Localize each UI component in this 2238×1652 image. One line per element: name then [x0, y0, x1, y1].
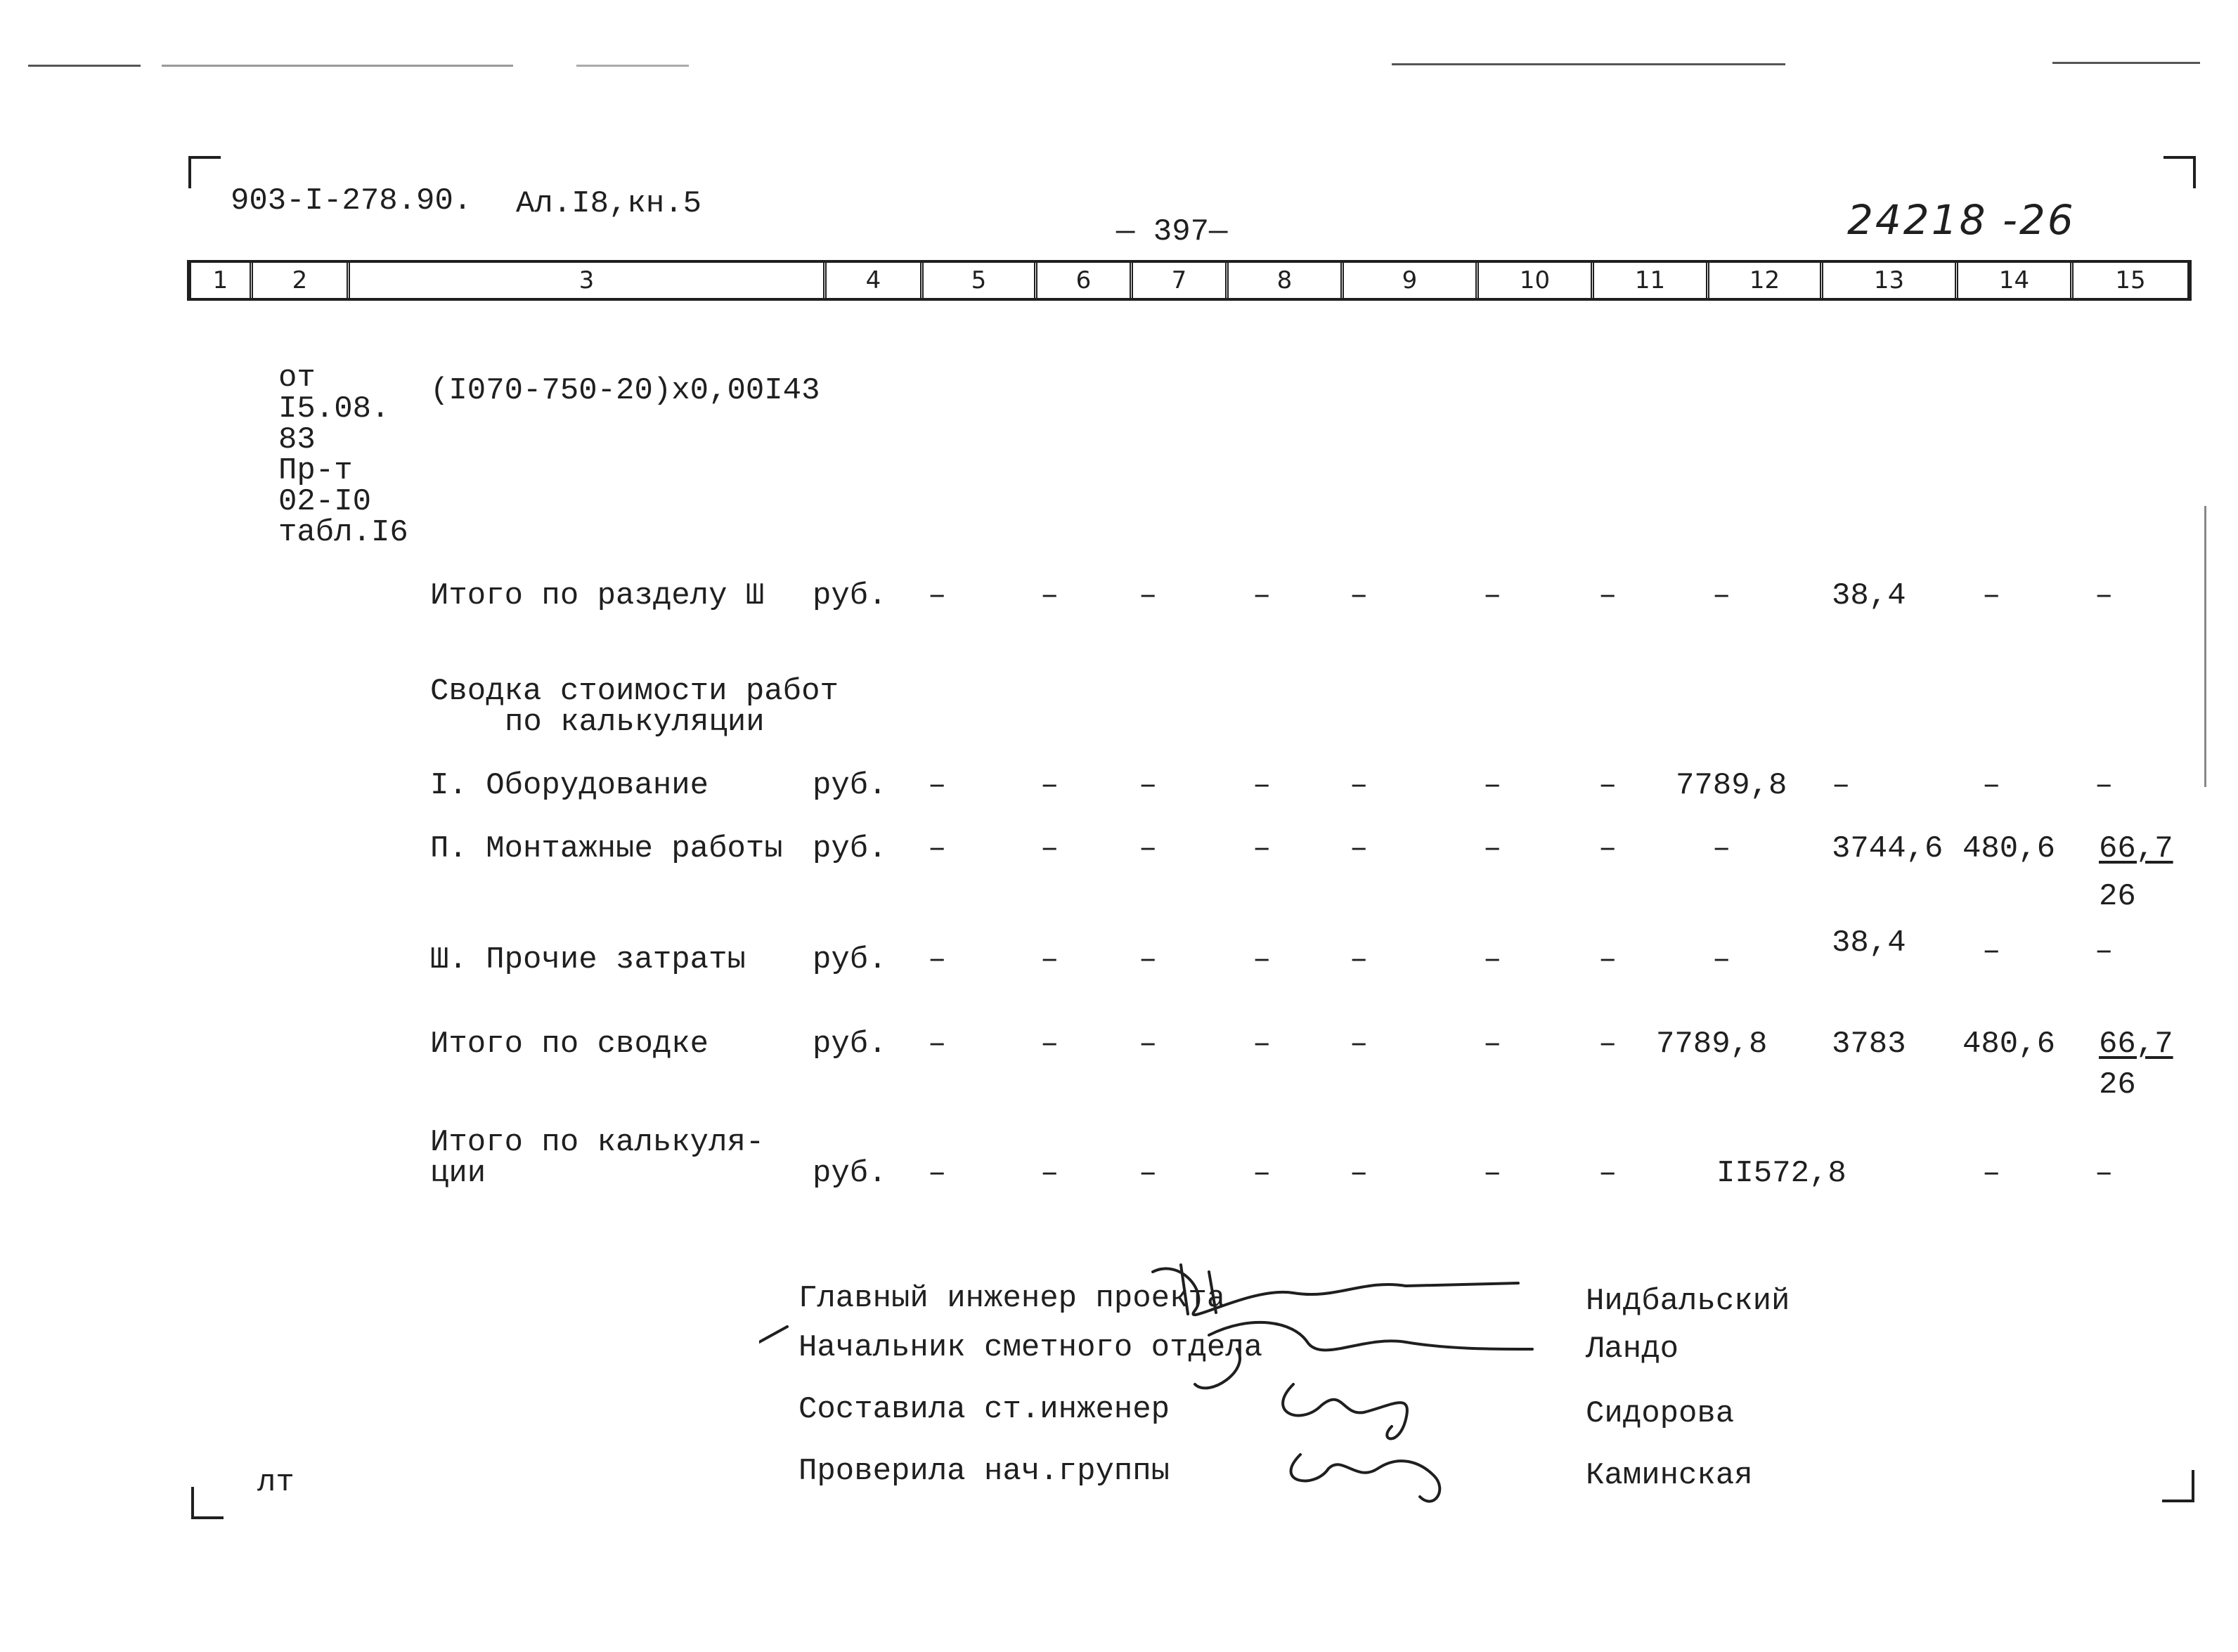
dash: –: [928, 1027, 947, 1062]
dash: –: [1350, 1027, 1369, 1062]
dash: –: [1253, 1156, 1272, 1191]
row-label-other: Ш. Прочие затраты: [430, 942, 746, 977]
signature-scribble: [1283, 1384, 1407, 1439]
dash: –: [1598, 768, 1617, 803]
dash: –: [1483, 831, 1502, 866]
handwritten-number: 24218 -26: [1847, 196, 2076, 244]
row-label-calc-total: ции: [430, 1156, 486, 1191]
dash: –: [1483, 942, 1502, 977]
dash: –: [1040, 1156, 1059, 1191]
dash: –: [1598, 578, 1617, 613]
dash: –: [2095, 934, 2114, 969]
scan-artifact: [2052, 62, 2200, 64]
dash: –: [1253, 578, 1272, 613]
scan-artifact: [576, 65, 689, 67]
column-number: 6: [1037, 263, 1133, 298]
column-number: 2: [253, 263, 350, 298]
unit: руб.: [813, 768, 887, 803]
cell-col13: 3783: [1832, 1027, 1906, 1062]
dash: –: [1139, 1156, 1158, 1191]
dash: –: [1139, 831, 1158, 866]
row-label-section-total: Итого по разделу Ш: [430, 578, 765, 613]
dash: –: [928, 942, 947, 977]
dash: –: [1253, 831, 1272, 866]
signature-scribble: [1153, 1268, 1518, 1315]
column-number: 4: [827, 263, 924, 298]
cell-col12: 7789,8: [1676, 768, 1787, 803]
cell-col13: 38,4: [1832, 578, 1906, 613]
document-code: 903-I-278.90.: [231, 183, 472, 219]
dash: –: [1040, 578, 1059, 613]
dash: –: [928, 768, 947, 803]
cell-col14: 480,6: [1962, 1027, 2056, 1062]
dash: –: [1832, 768, 1851, 803]
cell-col14: 480,6: [1962, 831, 2056, 866]
dash: –: [1350, 768, 1369, 803]
signature-role: Составила ст.инженер: [798, 1392, 1170, 1427]
dash: –: [928, 831, 947, 866]
corner-mark-top-right: [2163, 156, 2196, 188]
scan-artifact: [2204, 506, 2206, 787]
unit: руб.: [813, 942, 887, 977]
ref-note-line: I5.08.: [278, 391, 390, 427]
cell-col13: 38,4: [1832, 925, 1906, 961]
unit: руб.: [813, 578, 887, 613]
column-number: 11: [1594, 263, 1709, 298]
cell-col15: 66,7: [2099, 1027, 2173, 1062]
signature-name: Ландо: [1586, 1332, 1679, 1367]
signature-scribble: [759, 1327, 787, 1342]
dash: –: [1139, 768, 1158, 803]
signature-name: Каминская: [1586, 1458, 1753, 1493]
unit: руб.: [813, 1027, 887, 1062]
handwritten-signatures: [759, 1244, 1603, 1511]
dash: –: [1712, 831, 1731, 866]
cell-col15: 66,7: [2099, 831, 2173, 866]
dash: –: [1040, 831, 1059, 866]
signature-role: Главный инженер проекта: [798, 1281, 1226, 1316]
cell-col12: 7789,8: [1656, 1027, 1768, 1062]
dash: –: [1253, 942, 1272, 977]
dash: –: [1598, 1156, 1617, 1191]
column-number: 3: [350, 263, 827, 298]
ref-note-line: табл.I6: [278, 515, 408, 550]
page-number: — 397—: [1116, 214, 1228, 249]
dash: –: [1253, 768, 1272, 803]
dash: –: [1982, 578, 2001, 613]
dash: –: [1982, 768, 2001, 803]
dash: –: [1139, 1027, 1158, 1062]
ref-note-line: от: [278, 360, 316, 396]
cell-col13: 3744,6: [1832, 831, 1943, 866]
column-number: 9: [1344, 263, 1479, 298]
dash: –: [1483, 1156, 1502, 1191]
dash: –: [1350, 1156, 1369, 1191]
unit: руб.: [813, 831, 887, 866]
scan-artifact: [1392, 63, 1785, 65]
dash: –: [2095, 578, 2114, 613]
dash: –: [1982, 934, 2001, 969]
scan-artifact: [28, 65, 141, 67]
column-number: 8: [1229, 263, 1344, 298]
column-number: 7: [1133, 263, 1229, 298]
dash: –: [928, 1156, 947, 1191]
cell-col15-sub: 26: [2099, 1067, 2136, 1103]
signature-scribble: [1195, 1322, 1532, 1388]
dash: –: [1350, 831, 1369, 866]
dash: –: [1350, 942, 1369, 977]
signature-name: Нидбальский: [1586, 1284, 1790, 1319]
column-number: 12: [1709, 263, 1823, 298]
dash: –: [1040, 1027, 1059, 1062]
column-number-row: [187, 260, 2192, 301]
dash: –: [928, 578, 947, 613]
summary-title: по калькуляции: [505, 705, 765, 740]
column-number: 15: [2115, 266, 2146, 294]
summary-title: Сводка стоимости работ: [430, 674, 839, 709]
dash: –: [1483, 768, 1502, 803]
row-label-summary-total: Итого по сводке: [430, 1027, 709, 1062]
signature-role: Начальник сметного отдела: [798, 1330, 1263, 1365]
dash: –: [1982, 1156, 2001, 1191]
dash: –: [1040, 768, 1059, 803]
dash: –: [2095, 768, 2114, 803]
dash: –: [1139, 942, 1158, 977]
ref-note-line: 83: [278, 422, 316, 457]
formula: (I070-750-20)x0,00I43: [430, 373, 820, 408]
corner-mark-bottom-right: [2162, 1470, 2194, 1502]
signature-scribble: [1291, 1455, 1440, 1502]
row-label-equipment: I. Оборудование: [430, 768, 709, 803]
column-number: 13: [1823, 263, 1958, 298]
dash: –: [1598, 1027, 1617, 1062]
dash: –: [1712, 942, 1731, 977]
album-reference: Ал.I8,кн.5: [516, 186, 702, 221]
footer-mark: лт: [257, 1465, 295, 1500]
column-number: 1: [191, 263, 253, 298]
column-number: 10: [1479, 263, 1594, 298]
signature-name: Сидорова: [1586, 1396, 1735, 1431]
cell-col15-sub: 26: [2099, 879, 2136, 914]
row-label-installation: П. Монтажные работы: [430, 831, 783, 866]
unit: руб.: [813, 1156, 887, 1191]
corner-mark-bottom-left: [191, 1487, 224, 1519]
column-number: 14: [1958, 263, 2074, 298]
signature-role: Проверила нач.группы: [798, 1454, 1170, 1489]
dash: –: [2095, 1156, 2114, 1191]
cell-col12-13: II572,8: [1716, 1156, 1846, 1191]
dash: –: [1598, 942, 1617, 977]
dash: –: [1350, 578, 1369, 613]
ref-note-line: 02-I0: [278, 484, 372, 519]
dash: –: [1598, 831, 1617, 866]
ref-note-line: Пр-т: [278, 453, 353, 488]
dash: –: [1483, 1027, 1502, 1062]
dash: –: [1139, 578, 1158, 613]
corner-mark-top-left: [188, 156, 221, 188]
dash: –: [1483, 578, 1502, 613]
row-label-calc-total: Итого по калькуля-: [430, 1125, 765, 1160]
dash: –: [1712, 578, 1731, 613]
dash: –: [1040, 942, 1059, 977]
column-number: 5: [924, 263, 1037, 298]
scan-artifact: [162, 65, 513, 67]
dash: –: [1253, 1027, 1272, 1062]
